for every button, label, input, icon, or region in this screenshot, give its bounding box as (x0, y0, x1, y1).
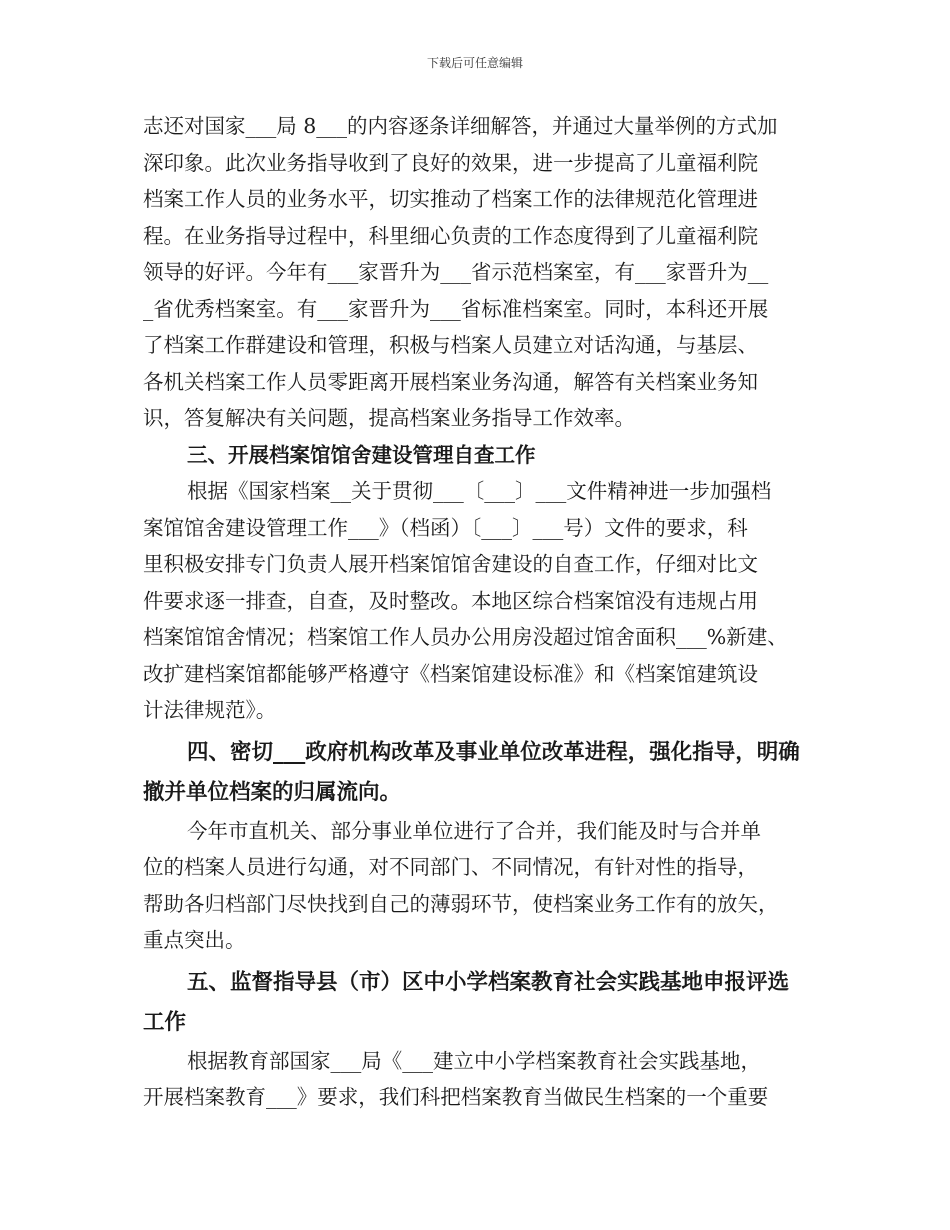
text-line: 案馆馆舍建设管理工作___》（档函）〔___〕___号）文件的要求，科 (143, 515, 748, 540)
text-line: 件要求逐一排查，自查，及时整改。本地区综合档案馆没有违规占用 (143, 588, 758, 613)
text-line: 根据《国家档案__关于贯彻___〔___〕___文件精神进一步加强档 (187, 479, 772, 503)
text-line: 今年市直机关、部分事业单位进行了合并，我们能及时与合并单 (187, 818, 761, 843)
page-header: 下载后可任意编辑 (426, 56, 523, 70)
paragraph-1 (143, 108, 829, 437)
text-line: 重点突出。 (143, 928, 246, 952)
document-body (143, 108, 829, 1116)
text-line: 志还对国家___局 8___的内容逐条详细解答，并通过大量举例的方式加 (143, 114, 778, 138)
text-line: 计法律规范》。 (143, 698, 277, 722)
section-heading-continued: 工作 (143, 1009, 187, 1035)
section-3 (143, 437, 829, 729)
text-line: 各机关档案工作人员零距离开展档案业务沟通，解答有关档案业务知 (143, 369, 758, 394)
text-line: _省优秀档案室。有___家晋升为___省标准档案室。同时，本科还开展 (143, 296, 769, 321)
text-line: 识，答复解决有关问题，提高档案业务指导工作效率。 (143, 406, 635, 430)
text-line: 领导的好评。今年有___家晋升为___省示范档案室，有___家晋升为__ (143, 260, 769, 284)
text-line: 改扩建档案馆都能够严格遵守《档案馆建设标准》和《档案馆建筑设 (143, 661, 758, 686)
section-heading: 五、监督指导县（市）区中小学档案教育社会实践基地申报评选 (187, 969, 790, 995)
text-line: 了档案工作群建设和管理，积极与档案人员建立对话沟通，与基层、 (143, 333, 758, 357)
section-heading: 四、密切___政府机构改革及事业单位改革进程，强化指导，明确 (187, 739, 800, 765)
section-heading: 三、开展档案馆馆舍建设管理自查工作 (187, 442, 536, 467)
text-line: 档案工作人员的业务水平，切实推动了档案工作的法律规范化管理进 (143, 187, 758, 211)
text-line: 里积极安排专门负责人展开档案馆馆舍建设的自查工作，仔细对比文 (143, 552, 758, 576)
text-line: 位的档案人员进行勾通，对不同部门、不同情况，有针对性的指导， (143, 855, 758, 879)
text-line: 根据教育部国家___局《___建立中小学档案教育社会实践基地， (187, 1048, 761, 1073)
text-line: 帮助各归档部门尽快找到自己的薄弱环节，使档案业务工作有的放矢， (143, 891, 779, 916)
section-4 (143, 733, 829, 959)
text-line: 程。在业务指导过程中，科里细心负责的工作态度得到了儿童福利院 (143, 223, 758, 248)
text-line: 深印象。此次业务指导收到了良好的效果，进一步提高了儿童福利院 (143, 150, 758, 175)
text-line: 开展档案教育___》要求，我们科把档案教育当做民生档案的一个重要 (143, 1085, 769, 1109)
section-5 (143, 963, 829, 1116)
text-line: 档案馆馆舍情况；档案馆工作人员办公用房没超过馆舍面积___%新建、 (143, 625, 788, 649)
section-heading-continued: 撤并单位档案的归属流向。 (143, 779, 402, 805)
